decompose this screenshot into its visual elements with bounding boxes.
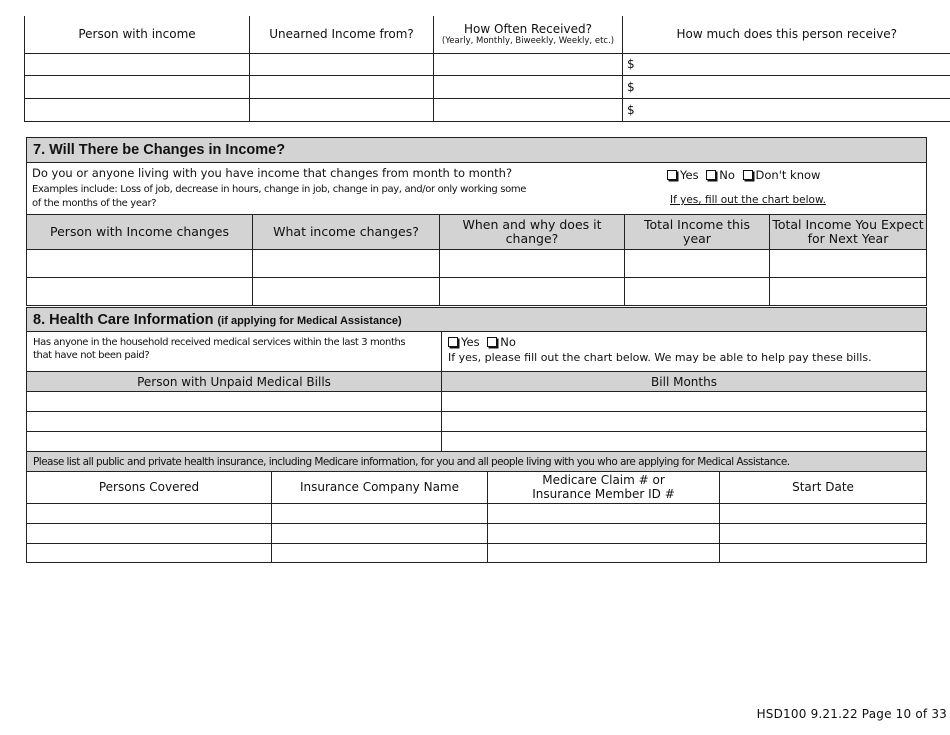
bill-cell[interactable] (442, 412, 927, 432)
income-change-cell[interactable] (253, 278, 440, 306)
yes-label: Yes (680, 168, 699, 182)
yes-checkbox[interactable] (448, 337, 458, 347)
bill-cell[interactable] (27, 392, 442, 412)
section-8-question-1: Has anyone in the household received medical services within the last 3 months (33, 337, 406, 348)
insurance-cell[interactable] (720, 543, 927, 562)
income-change-cell[interactable] (27, 278, 253, 306)
income-cell[interactable] (250, 98, 434, 121)
insurance-cell[interactable] (272, 543, 488, 562)
income-cell[interactable] (250, 75, 434, 98)
page-footer: HSD100 9.21.22 Page 10 of 33 (756, 707, 947, 721)
bill-cell[interactable] (27, 432, 442, 452)
col-header-person-unpaid-bills: Person with Unpaid Medical Bills (27, 372, 442, 392)
income-cell[interactable] (434, 98, 623, 121)
section-7-question-row (27, 163, 927, 215)
no-label: No (500, 335, 516, 349)
insurance-cell[interactable] (488, 503, 720, 523)
insurance-cell[interactable] (488, 523, 720, 543)
no-checkbox[interactable] (487, 337, 497, 347)
col-header-what-income-changes: What income changes? (253, 215, 440, 250)
col-header-total-income-next-year: Total Income You Expect for Next Year (770, 215, 927, 250)
insurance-table (26, 471, 927, 563)
income-cell[interactable] (250, 53, 434, 75)
section-8-options (448, 335, 926, 349)
income-cell[interactable] (25, 98, 250, 121)
income-cell[interactable] (25, 53, 250, 75)
bill-cell[interactable] (442, 432, 927, 452)
income-cell[interactable] (434, 53, 623, 75)
amount-cell[interactable]: $ (623, 75, 950, 98)
section-8-title (27, 308, 927, 332)
section-8-health-care (26, 307, 927, 472)
col-header-insurance-company: Insurance Company Name (272, 471, 488, 503)
section-8-instruction: If yes, please fill out the chart below. We may be able to help pay these bills. (448, 351, 872, 364)
income-change-cell[interactable] (27, 250, 253, 278)
dont-know-label: Don't know (755, 168, 821, 182)
yes-label: Yes (461, 335, 480, 349)
section-7-question: Do you or anyone living with you have income that changes from month to month? (32, 166, 513, 180)
member-id-label: Insurance Member ID # (532, 486, 675, 501)
section-7-changes-in-income (26, 137, 927, 306)
section-8-question (27, 332, 442, 372)
col-header-persons-covered: Persons Covered (27, 471, 272, 503)
section-7-options (667, 168, 820, 182)
insurance-cell[interactable] (272, 503, 488, 523)
bill-cell[interactable] (442, 392, 927, 412)
income-cell[interactable] (434, 75, 623, 98)
col-header-bill-months: Bill Months (442, 372, 927, 392)
col-header-how-often-received (434, 16, 623, 53)
section-8-question-2: that have not been paid? (33, 350, 150, 361)
no-label: No (719, 168, 735, 182)
insurance-cell[interactable] (27, 523, 272, 543)
col-header-unearned-income-from: Unearned Income from? (250, 16, 434, 53)
col-header-amount-received: How much does this person receive? (623, 16, 950, 53)
section-8-answer (442, 332, 927, 372)
bill-cell[interactable] (27, 412, 442, 432)
section-7-examples-2: of the months of the year? (32, 198, 157, 209)
col-header-start-date: Start Date (720, 471, 927, 503)
dont-know-checkbox[interactable] (743, 170, 753, 180)
income-change-cell[interactable] (770, 278, 927, 306)
yes-checkbox[interactable] (667, 170, 677, 180)
unearned-income-table (24, 16, 950, 122)
insurance-note: Please list all public and private health insurance, including Medicare information, for you and all people living with you who are applying for Medical Assistance. (27, 452, 927, 472)
col-header-total-income-this-year: Total Income this year (625, 215, 770, 250)
col-header-person-with-income-changes: Person with Income changes (27, 215, 253, 250)
insurance-cell[interactable] (27, 503, 272, 523)
how-often-label: How Often Received? (464, 21, 592, 36)
col-header-member-id (488, 471, 720, 503)
section-8-title-text: 8. Health Care Information (33, 311, 214, 328)
col-header-person-with-income: Person with income (25, 16, 250, 53)
income-change-cell[interactable] (440, 250, 625, 278)
col-header-when-why-change: When and why does it change? (440, 215, 625, 250)
section-7-instruction: If yes, fill out the chart below. (670, 194, 826, 206)
insurance-cell[interactable] (27, 543, 272, 562)
amount-cell[interactable]: $ (623, 98, 950, 121)
section-8-subtitle: (if applying for Medical Assistance) (217, 314, 402, 327)
amount-cell[interactable]: $ (623, 53, 950, 75)
income-change-cell[interactable] (625, 278, 770, 306)
income-cell[interactable] (25, 75, 250, 98)
section-7-examples-1: Examples include: Loss of job, decrease in hours, change in job, change in pay, and/or only working some (32, 184, 527, 195)
section-7-title: 7. Will There be Changes in Income? (27, 138, 927, 163)
income-change-cell[interactable] (440, 278, 625, 306)
income-change-cell[interactable] (770, 250, 927, 278)
insurance-cell[interactable] (720, 503, 927, 523)
income-change-cell[interactable] (253, 250, 440, 278)
insurance-cell[interactable] (272, 523, 488, 543)
medicare-claim-label: Medicare Claim # or (542, 472, 665, 487)
income-change-cell[interactable] (625, 250, 770, 278)
insurance-cell[interactable] (720, 523, 927, 543)
frequency-note: (Yearly, Monthly, Biweekly, Weekly, etc.) (441, 35, 615, 46)
no-checkbox[interactable] (706, 170, 716, 180)
insurance-cell[interactable] (488, 543, 720, 562)
